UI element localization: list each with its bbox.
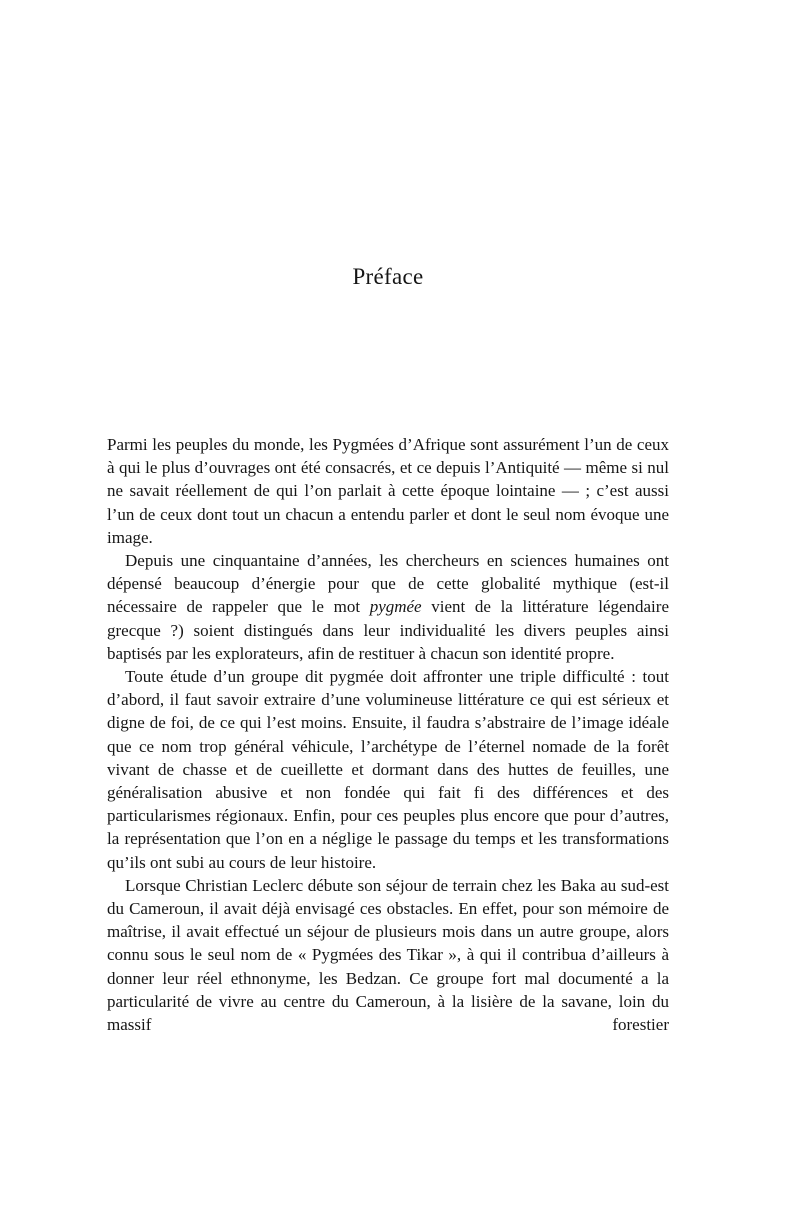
preface-body (107, 433, 669, 1036)
text-run: Toute étude d’un groupe dit pygmée doit affronter une triple difficulté : tout d’abord, il faut savoir extraire d’une volumineuse littérature ce qui est sérieux et digne de foi, de ce qui l’est moins. Ensuite, il faudra s’abstraire de l’image idéale que ce nom trop général véhicule, l’archétype de l’éternel nomade de la forêt vivant de chasse et de cueillette et dormant dans des huttes de feuilles, une généralisation abusive et non fondée qui fait fi des différences et des particularismes régionaux. Enfin, pour ces peuples plus encore que pour d’autres, la représentation que l’on en a néglige le passage du temps et les transformations qu’ils ont subi au cours de leur histoire. (107, 667, 669, 872)
paragraph-2 (107, 549, 669, 665)
text-run: Parmi les peuples du monde, les Pygmées d’Afrique sont assurément l’un de ceux à qui le plus d’ouvrages ont été consacrés, et ce depuis l’Antiquité — même si nul ne savait réellement de qui l’on parlait à cette époque lointaine — ; c’est aussi l’un de ceux dont tout un chacun a entendu parler et dont le seul nom évoque une image. (107, 435, 669, 547)
text-run: Lorsque Christian Leclerc débute son séjour de terrain chez les Baka au sud-est du Cameroun, il avait déjà envisagé ces obstacles. En effet, pour son mémoire de maîtrise, il avait effectué un séjour de plusieurs mois dans un autre groupe, alors connu sous le seul nom de « Pygmées des Tikar », à qui il contribua d’ailleurs à donner leur réel ethnonyme, les Bedzan. Ce groupe fort mal documenté a la particularité de vivre au centre du Cameroun, à la lisière de la savane, loin du massif forestier (107, 875, 669, 1035)
paragraph-4 (107, 874, 669, 1036)
text-run: Depuis une cinquantaine d’années, les chercheurs en sciences humaines ont dépensé beaucoup d’énergie pour que de cette globalité mythique (est-il nécessaire de rappeler que le mot (107, 551, 669, 617)
page-title: Préface (352, 264, 424, 289)
paragraph-1 (107, 433, 669, 549)
italic-text-run: pygmée (369, 597, 422, 617)
text-run: vient de la littérature légendaire grecque ?) soient distingués dans leur individualité les divers peuples ainsi baptisés par les explorateurs, afin de restituer à chacun son identité propre. (107, 597, 669, 663)
paragraph-3 (107, 665, 669, 874)
